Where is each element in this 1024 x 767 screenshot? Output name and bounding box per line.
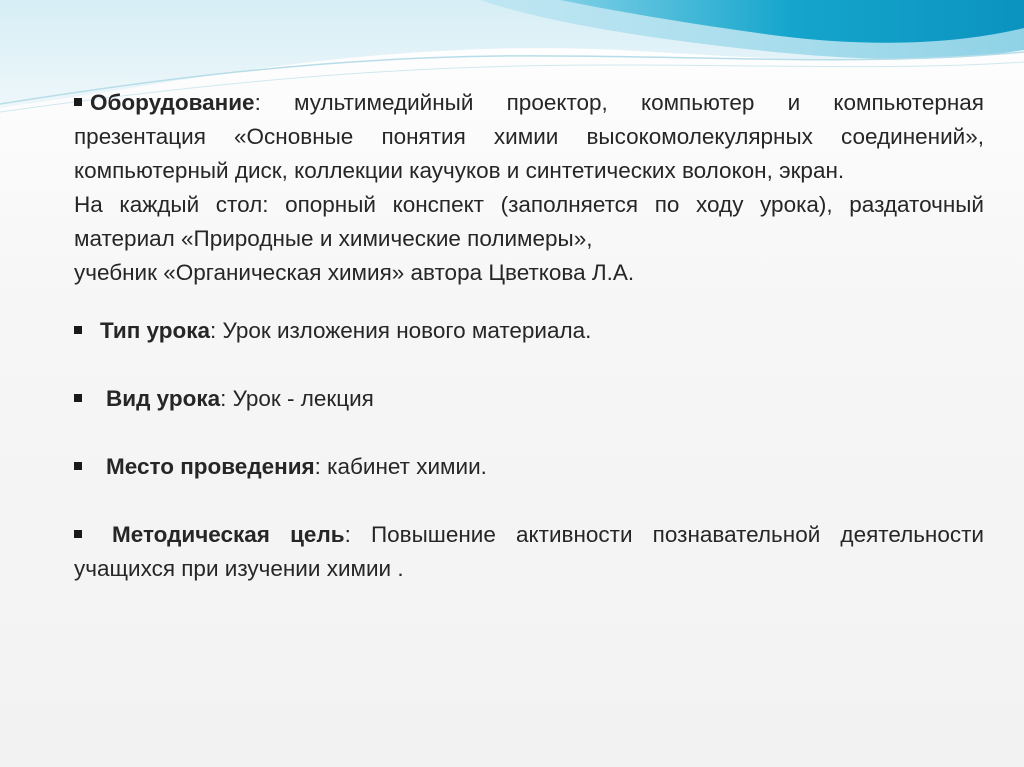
equipment-label: Оборудование <box>90 90 255 115</box>
lesson-type-label: Тип урока <box>100 318 211 343</box>
slide-content <box>74 86 984 586</box>
location-label: Место проведения <box>106 454 315 479</box>
location-paragraph <box>74 450 984 484</box>
bullet-square-icon <box>74 394 82 402</box>
methodical-goal-label: Методическая цель <box>112 522 345 547</box>
methodical-goal-paragraph <box>74 518 984 586</box>
lesson-type-text: : Урок изложения нового материала. <box>210 318 592 343</box>
lesson-kind-label: Вид урока <box>106 386 221 411</box>
equipment-colon: : <box>254 90 261 115</box>
bullet-square-icon <box>74 326 82 334</box>
methodical-goal-text: : Повышение активности познавательной деятельности учащихся при изучении химии . <box>74 522 984 581</box>
lesson-kind-paragraph <box>74 382 984 416</box>
bullet-square-icon <box>74 530 82 538</box>
location-text: : кабинет химии. <box>314 454 487 479</box>
equipment-paragraph <box>74 86 984 188</box>
bullet-square-icon <box>74 98 82 106</box>
equipment-text: мультимедийный проектор, компьютер и компьютерная презентация «Основные понятия химии высокомолекулярных соединений», компьютерный диск, коллекции каучуков и синтетических волокон, экран. <box>74 90 984 183</box>
equipment-table-text: На каждый стол: опорный конспект (заполняется по ходу урока), раздаточный материал «Природные и химические полимеры», <box>74 192 984 251</box>
equipment-textbook-paragraph <box>74 256 984 290</box>
lesson-kind-text: : Урок - лекция <box>220 386 374 411</box>
bullet-square-icon <box>74 462 82 470</box>
equipment-textbook-text: учебник «Органическая химия» автора Цветкова Л.А. <box>74 260 635 285</box>
equipment-table-paragraph <box>74 188 984 256</box>
lesson-type-paragraph <box>74 314 984 348</box>
